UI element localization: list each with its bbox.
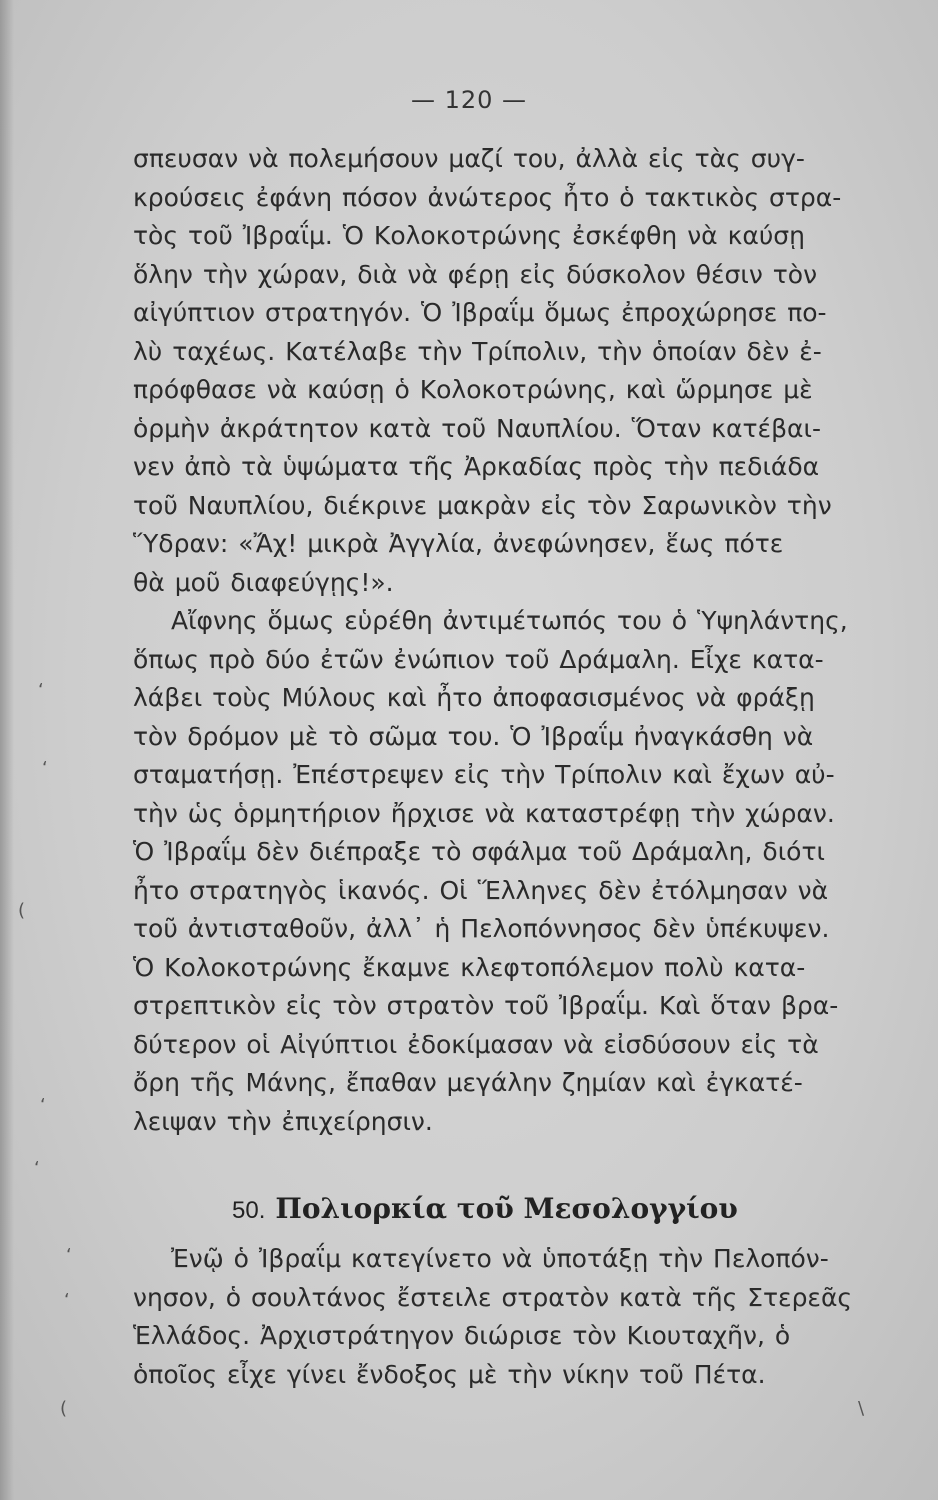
- text-line: Ὁ Ἰβραΐμ δὲν διέπραξε τὸ σφάλμα τοῦ Δράμαλη, διότι: [133, 837, 825, 866]
- text-line: θὰ μοῦ διαφεύγῃς!».: [133, 567, 394, 597]
- section-text: [133, 1240, 873, 1394]
- text-line: πρόφθασε νὰ καύσῃ ὁ Κολοκοτρώνης, καὶ ὥρμησε μὲ: [133, 375, 813, 404]
- scan-speck: (: [60, 1398, 68, 1419]
- body-text: [133, 140, 873, 1141]
- page-number: — 120 —: [410, 86, 528, 114]
- scan-speck: ‘: [64, 1290, 70, 1311]
- text-line: τὸς τοῦ Ἰβραΐμ. Ὁ Κολοκοτρώνης ἐσκέφθη νὰ καύσῃ: [133, 221, 805, 250]
- text-line: κρούσεις ἐφάνη πόσον ἀνώτερος ἦτο ὁ τακτικὸς στρα-: [133, 182, 842, 212]
- text-line: ὅλην τὴν χώραν, διὰ νὰ φέρῃ εἰς δύσκολον θέσιν τὸν: [133, 259, 818, 289]
- text-line: σταματήσῃ. Ἐπέστρεψεν εἰς τὴν Τρίπολιν καὶ ἔχων αὐ-: [133, 760, 835, 789]
- text-line: Ἑλλάδος. Ἀρχιστράτηγον διώρισε τὸν Κιουταχῆν, ὁ: [133, 1321, 791, 1350]
- text-line: αἰγύπτιον στρατηγόν. Ὁ Ἰβραΐμ ὅμως ἐπροχώρησε πο-: [133, 298, 827, 327]
- text-line: Ἐνῷ ὁ Ἰβραΐμ κατεγίνετο νὰ ὑποτάξῃ τὴν Πελοπόν-: [171, 1244, 829, 1273]
- text-line: Ὁ Κολοκοτρώνης ἔκαμνε κλεφτοπόλεμον πολὺ κατα-: [133, 952, 806, 982]
- scan-speck: ‘: [34, 1158, 40, 1179]
- section-number: 50.: [232, 1197, 266, 1224]
- text-line: νεν ἀπὸ τὰ ὑψώματα τῆς Ἀρκαδίας πρὸς τὴν πεδιάδα: [133, 452, 820, 481]
- scan-speck: (: [18, 900, 26, 921]
- scan-speck: ‘: [42, 758, 48, 779]
- text-line: λάβει τοὺς Μύλους καὶ ἦτο ἀποφασισμένος νὰ φράξῃ: [133, 683, 815, 712]
- scan-speck: ‘: [38, 680, 44, 701]
- text-line: ὅπως πρὸ δύο ἐτῶν ἐνώπιον τοῦ Δράμαλη. Εἶχε κατα-: [133, 644, 824, 674]
- text-line: σπευσαν νὰ πολεμήσουν μαζί του, ἀλλὰ εἰς τὰς συγ-: [133, 144, 805, 173]
- text-line: νησον, ὁ σουλτάνος ἔστειλε στρατὸν κατὰ τῆς Στερεᾶς: [133, 1282, 853, 1312]
- text-line: τοῦ ἀντισταθοῦν, ἀλλ᾽ ἡ Πελοπόννησος δὲν ὑπέκυψεν.: [133, 914, 830, 943]
- text-line: λὺ ταχέως. Κατέλαβε τὴν Τρίπολιν, τὴν ὁποίαν δὲν ἐ-: [133, 336, 822, 366]
- text-line: τὴν ὡς ὁρμητήριον ἤρχισε νὰ καταστρέφῃ τὴν χώραν.: [133, 798, 835, 828]
- text-line: ὁποῖος εἶχε γίνει ἔνδοξος μὲ τὴν νίκην τοῦ Πέτα.: [133, 1359, 766, 1389]
- text-line: λειψαν τὴν ἐπιχείρησιν.: [133, 1106, 433, 1136]
- section-title: Πολιορκία τοῦ Μεσολογγίου: [275, 1192, 738, 1225]
- scan-speck: \: [858, 1398, 865, 1419]
- text-line: Ὕδραν: «Ἄχ! μικρὰ Ἀγγλία, ἀνεφώνησεν, ἕως πότε: [133, 529, 784, 558]
- text-line: τὸν δρόμον μὲ τὸ σῶμα του. Ὁ Ἰβραΐμ ἠναγκάσθη νὰ: [133, 721, 814, 751]
- text-line: ὄρη τῆς Μάνης, ἔπαθαν μεγάλην ζημίαν καὶ ἐγκατέ-: [133, 1068, 803, 1097]
- page-edge-shadow: [0, 0, 14, 1500]
- scan-speck: ‘: [66, 1245, 72, 1266]
- text-line: στρεπτικὸν εἰς τὸν στρατὸν τοῦ Ἰβραΐμ. Καὶ ὅταν βρα-: [133, 991, 839, 1020]
- section-heading: [232, 1192, 738, 1225]
- text-line: ἦτο στρατηγὸς ἱκανός. Οἱ Ἕλληνες δὲν ἐτόλμησαν νὰ: [133, 875, 829, 905]
- scan-speck: ‘: [40, 1095, 46, 1116]
- text-line: τοῦ Ναυπλίου, διέκρινε μακρὰν εἰς τὸν Σαρωνικὸν τὴν: [133, 490, 832, 520]
- text-line: δύτερον οἱ Αἰγύπτιοι ἐδοκίμασαν νὰ εἰσδύσουν εἰς τὰ: [133, 1029, 819, 1059]
- text-line: ὁρμὴν ἀκράτητον κατὰ τοῦ Ναυπλίου. Ὅταν κατέβαι-: [133, 413, 821, 443]
- text-line: Αἴφνης ὅμως εὑρέθη ἀντιμέτωπός του ὁ Ὑψηλάντης,: [171, 606, 848, 635]
